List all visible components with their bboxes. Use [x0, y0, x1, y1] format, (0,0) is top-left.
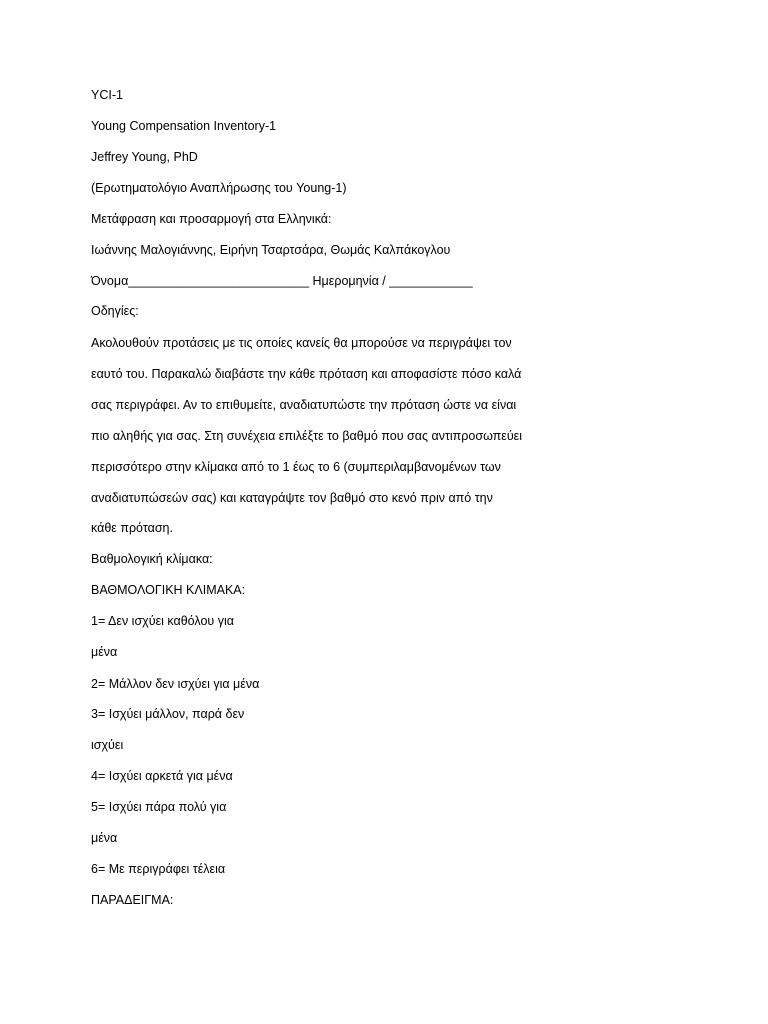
instructions-heading: Οδηγίες:	[91, 304, 139, 318]
scale-heading-caps: ΒΑΘΜΟΛΟΓΙΚΗ ΚΛΙΜΑΚΑ:	[91, 583, 246, 597]
scale-item: 5= Ισχύει πάρα πολύ για	[91, 800, 227, 814]
instructions-line: σας περιγράφει. Αν το επιθυμείτε, αναδιατυπώστε την πρόταση ώστε να είναι	[91, 398, 517, 412]
scale-item: 1= Δεν ισχύει καθόλου για	[91, 614, 234, 628]
translation-heading: Μετάφραση και προσαρμογή στα Ελληνικά:	[91, 212, 332, 226]
instructions-line: αναδιατυπώσεών σας) και καταγράψτε τον βαθμό στο κενό πριν από την	[91, 491, 493, 505]
name-date-line: Όνομα__________________________ Ημερομηνία / ____________	[91, 274, 473, 288]
instructions-line: εαυτό του. Παρακαλώ διαβάστε την κάθε πρόταση και αποφασίστε πόσο καλά	[91, 367, 522, 381]
instructions-line: περισσότερο στην κλίμακα από το 1 έως το 6 (συμπεριλαμβανομένων των	[91, 460, 501, 474]
example-heading: ΠΑΡΑΔΕΙΓΜΑ:	[91, 893, 174, 907]
translators: Ιωάννης Μαλογιάννης, Ειρήνη Τσαρτσάρα, Θωμάς Καλπάκογλου	[91, 243, 451, 257]
doc-greek-title: (Ερωτηματολόγιο Αναπλήρωσης του Young-1)	[91, 181, 347, 195]
instructions-line: πιο αληθής για σας. Στη συνέχεια επιλέξτε το βαθμό που σας αντιπροσωπεύει	[91, 429, 523, 443]
doc-code: YCI-1	[91, 88, 123, 102]
doc-title: Young Compensation Inventory-1	[91, 119, 277, 133]
scale-item: ισχύει	[91, 738, 124, 752]
doc-author: Jeffrey Young, PhD	[91, 150, 198, 164]
scale-item: μένα	[91, 645, 118, 659]
scale-item: 3= Ισχύει μάλλον, παρά δεν	[91, 707, 245, 721]
scale-heading: Βαθμολογική κλίμακα:	[91, 552, 213, 566]
scale-item: μένα	[91, 831, 118, 845]
scale-item: 2= Μάλλον δεν ισχύει για μένα	[91, 677, 260, 691]
instructions-line: κάθε πρόταση.	[91, 521, 173, 535]
instructions-line: Ακολουθούν προτάσεις με τις οποίες κανείς θα μπορούσε να περιγράψει τον	[91, 336, 512, 350]
scale-item: 4= Ισχύει αρκετά για μένα	[91, 769, 233, 783]
scale-item: 6= Με περιγράφει τέλεια	[91, 862, 226, 876]
